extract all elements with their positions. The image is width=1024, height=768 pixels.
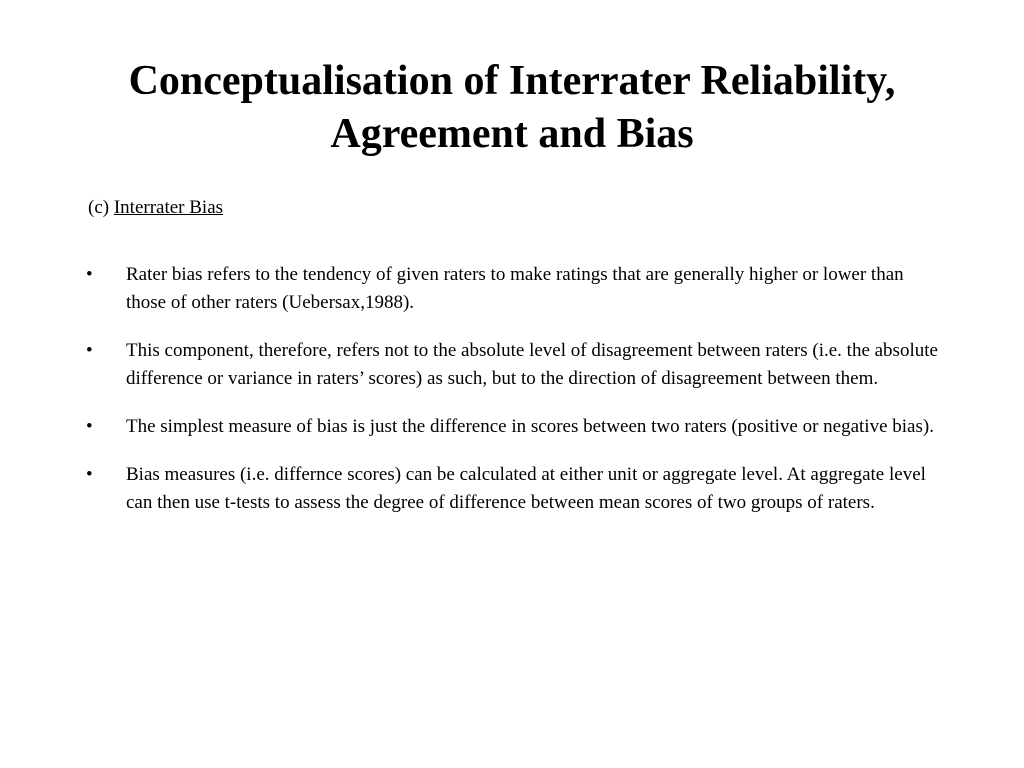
subheading-prefix: (c) [88, 197, 114, 218]
bullet-item-1 [86, 261, 946, 317]
slide-title: Conceptualisation of Interrater Reliability, Agreement and Bias [128, 58, 896, 157]
bullet-list [86, 261, 946, 537]
bullet-item-4 [86, 461, 946, 517]
bullet-icon: • [86, 264, 93, 285]
section-subheading [88, 196, 223, 220]
bullet-icon: • [86, 340, 93, 361]
bullet-text: Bias measures (i.e. differnce scores) can be calculated at either unit or aggregate level. At aggregate level can then use t-tests to assess the degree of difference between mean scores of two groups of raters. [126, 464, 926, 513]
subheading-label: Interrater Bias [113, 197, 224, 218]
bullet-text: Rater bias refers to the tendency of given raters to make ratings that are generally higher or lower than those of other raters (Uebersax,1988). [126, 264, 904, 313]
bullet-text: The simplest measure of bias is just the difference in scores between two raters (positive or negative bias). [126, 416, 934, 437]
bullet-text: This component, therefore, refers not to the absolute level of disagreement between raters (i.e. the absolute difference or variance in raters’ scores) as such, but to the direction of disagreement between them. [126, 340, 938, 389]
bullet-item-3 [86, 413, 946, 441]
bullet-icon: • [86, 416, 93, 437]
bullet-item-2 [86, 337, 946, 393]
bullet-icon: • [86, 464, 93, 485]
